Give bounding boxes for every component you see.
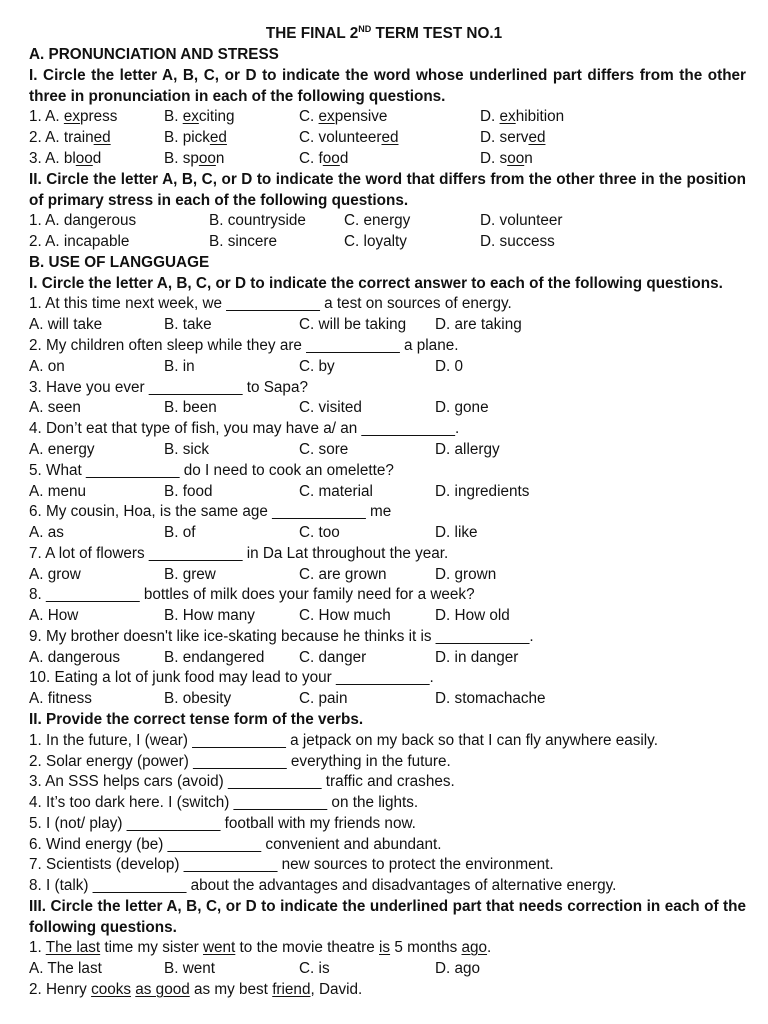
option-c: C. sore bbox=[299, 441, 349, 458]
underlined-part-c: friend bbox=[272, 981, 311, 998]
option-d: D. grown bbox=[435, 566, 497, 583]
verb-question: 3. An SSS helps cars (avoid) ___________ traffic and crashes. bbox=[29, 773, 455, 790]
section-a-ii-instruction: II. Circle the letter A, B, C, or D to indicate the word that differs from the other three in the position of primary stress in each of the following questions. bbox=[29, 171, 746, 209]
mcq-stem: 2. My children often sleep while they are ___________ a plane. bbox=[29, 337, 459, 354]
mcq-options bbox=[29, 688, 746, 709]
verb-question: 6. Wind energy (be) ___________ convenient and abundant. bbox=[29, 836, 442, 853]
option-b: B. How many bbox=[164, 607, 255, 624]
option-a: A. How bbox=[29, 607, 79, 624]
underlined-part-c: is bbox=[379, 939, 391, 956]
pronunciation-question-1 bbox=[29, 106, 746, 127]
option-c: C. are grown bbox=[299, 566, 387, 583]
pronunciation-question-2 bbox=[29, 127, 746, 148]
option-d: D. exhibition bbox=[480, 108, 565, 125]
verb-question: 4. It’s too dark here. I (switch) ___________ on the lights. bbox=[29, 794, 419, 811]
option-b: B. in bbox=[164, 358, 195, 375]
option-b: B. countryside bbox=[209, 212, 306, 229]
option-c: C. is bbox=[299, 960, 330, 977]
mcq-stem: 10. Eating a lot of junk food may lead to your ___________. bbox=[29, 669, 434, 686]
option-b: B. spoon bbox=[164, 150, 225, 167]
option-c: C. will be taking bbox=[299, 316, 407, 333]
underlined-part-d: ago bbox=[461, 939, 488, 956]
mcq-stem: 1. At this time next week, we ___________ a test on sources of energy. bbox=[29, 295, 512, 312]
option-a: A. menu bbox=[29, 483, 86, 500]
option-a: A. energy bbox=[29, 441, 95, 458]
verb-question: 7. Scientists (develop) ___________ new sources to protect the environment. bbox=[29, 856, 554, 873]
option-d: D. volunteer bbox=[480, 212, 563, 229]
option-b: B. exciting bbox=[164, 108, 235, 125]
option-c: C. energy bbox=[344, 212, 411, 229]
underlined-part-b: went bbox=[203, 939, 236, 956]
option-b: B. went bbox=[164, 960, 216, 977]
option-d: D. 0 bbox=[435, 358, 464, 375]
mcq-options bbox=[29, 522, 746, 543]
option-a: A. grow bbox=[29, 566, 81, 583]
option-c: C. danger bbox=[299, 649, 367, 666]
mcq-stem: 4. Don’t eat that type of fish, you may have a/ an ___________. bbox=[29, 420, 460, 437]
title-superscript: ND bbox=[358, 24, 372, 34]
mcq-options bbox=[29, 481, 746, 502]
mcq-stem: 5. What ___________ do I need to cook an omelette? bbox=[29, 462, 394, 479]
underlined-part-a: cooks bbox=[91, 981, 132, 998]
option-a: A. as bbox=[29, 524, 64, 541]
option-c: C. material bbox=[299, 483, 373, 500]
underlined-part-a: The last bbox=[45, 939, 101, 956]
option-a: A. on bbox=[29, 358, 65, 375]
option-c: C. loyalty bbox=[344, 233, 407, 250]
verb-question: 2. Solar energy (power) ___________ everything in the future. bbox=[29, 753, 451, 770]
option-a: A. dangerous bbox=[29, 649, 120, 666]
error-question-1-options bbox=[29, 958, 746, 979]
option-c: C. visited bbox=[299, 399, 362, 416]
error-question-2: 2. Henry cooks as good as my best friend, David. bbox=[29, 981, 363, 998]
verb-question: 1. In the future, I (wear) ___________ a jetpack on my back so that I can fly anywhere easily. bbox=[29, 732, 658, 749]
mcq-options bbox=[29, 314, 746, 335]
option-d: D. are taking bbox=[435, 316, 522, 333]
option-c: C. by bbox=[299, 358, 335, 375]
section-b-iii-instruction: III. Circle the letter A, B, C, or D to indicate the underlined part that needs correction in each of the following questions. bbox=[29, 898, 746, 936]
mcq-stem: 8. ___________ bottles of milk does your family need for a week? bbox=[29, 586, 475, 603]
option-a: 3. A. blood bbox=[29, 150, 102, 167]
option-d: D. stomachache bbox=[435, 690, 546, 707]
mcq-options bbox=[29, 647, 746, 668]
option-b: B. of bbox=[164, 524, 196, 541]
option-a: A. will take bbox=[29, 316, 103, 333]
option-b: B. sincere bbox=[209, 233, 278, 250]
mcq-options bbox=[29, 564, 746, 585]
option-d: D. How old bbox=[435, 607, 510, 624]
mcq-options bbox=[29, 397, 746, 418]
option-b: B. endangered bbox=[164, 649, 265, 666]
option-b: B. obesity bbox=[164, 690, 232, 707]
option-d: D. success bbox=[480, 233, 555, 250]
option-b: B. take bbox=[164, 316, 212, 333]
option-d: D. allergy bbox=[435, 441, 500, 458]
option-d: D. soon bbox=[480, 150, 533, 167]
option-a: 1. A. dangerous bbox=[29, 212, 137, 229]
stress-question-1 bbox=[29, 210, 746, 231]
mcq-stem: 6. My cousin, Hoa, is the same age ___________ me bbox=[29, 503, 392, 520]
section-a-heading: A. PRONUNCIATION AND STRESS bbox=[29, 46, 279, 63]
option-b: B. food bbox=[164, 483, 213, 500]
option-c: C. food bbox=[299, 150, 349, 167]
underlined-part-b: as good bbox=[135, 981, 190, 998]
error-question-1: 1. The last time my sister went to the movie theatre is 5 months ago. bbox=[29, 939, 492, 956]
option-d: D. ingredients bbox=[435, 483, 530, 500]
title-text: THE FINAL 2 bbox=[265, 25, 359, 42]
pronunciation-question-3 bbox=[29, 148, 746, 169]
option-c: C. volunteered bbox=[299, 129, 399, 146]
section-b-i-instruction: I. Circle the letter A, B, C, or D to indicate the correct answer to each of the following questions. bbox=[29, 275, 723, 292]
title-text-end: TERM TEST NO.1 bbox=[371, 25, 503, 42]
mcq-stem: 9. My brother doesn't like ice-skating because he thinks it is ___________. bbox=[29, 628, 534, 645]
option-c: C. expensive bbox=[299, 108, 388, 125]
option-a: 2. A. incapable bbox=[29, 233, 130, 250]
option-d: D. served bbox=[480, 129, 546, 146]
section-b-ii-instruction: II. Provide the correct tense form of the verbs. bbox=[29, 711, 364, 728]
stress-question-2 bbox=[29, 231, 746, 252]
verb-question: 5. I (not/ play) ___________ football with my friends now. bbox=[29, 815, 416, 832]
option-b: B. grew bbox=[164, 566, 216, 583]
option-a: A. seen bbox=[29, 399, 81, 416]
option-c: C. too bbox=[299, 524, 340, 541]
option-d: D. ago bbox=[435, 960, 481, 977]
option-d: D. like bbox=[435, 524, 478, 541]
mcq-stem: 3. Have you ever ___________ to Sapa? bbox=[29, 379, 308, 396]
option-a: 1. A. express bbox=[29, 108, 118, 125]
verb-question: 8. I (talk) ___________ about the advantages and disadvantages of alternative energy. bbox=[29, 877, 617, 894]
option-b: B. been bbox=[164, 399, 217, 416]
section-a-i-instruction: I. Circle the letter A, B, C, or D to indicate the word whose underlined part differs from the other three in pronunciation in each of the following questions. bbox=[29, 67, 746, 105]
option-c: C. How much bbox=[299, 607, 391, 624]
option-c: C. pain bbox=[299, 690, 348, 707]
option-d: D. in danger bbox=[435, 649, 519, 666]
mcq-options bbox=[29, 439, 746, 460]
option-a: A. The last bbox=[29, 960, 102, 977]
section-b-heading: B. USE OF LANGGUAGE bbox=[29, 254, 210, 271]
option-b: B. sick bbox=[164, 441, 210, 458]
mcq-stem: 7. A lot of flowers ___________ in Da Lat throughout the year. bbox=[29, 545, 449, 562]
option-b: B. picked bbox=[164, 129, 227, 146]
mcq-options bbox=[29, 605, 746, 626]
mcq-options bbox=[29, 356, 746, 377]
option-a: A. fitness bbox=[29, 690, 92, 707]
option-a: 2. A. trained bbox=[29, 129, 111, 146]
option-d: D. gone bbox=[435, 399, 489, 416]
test-title bbox=[0, 23, 768, 44]
